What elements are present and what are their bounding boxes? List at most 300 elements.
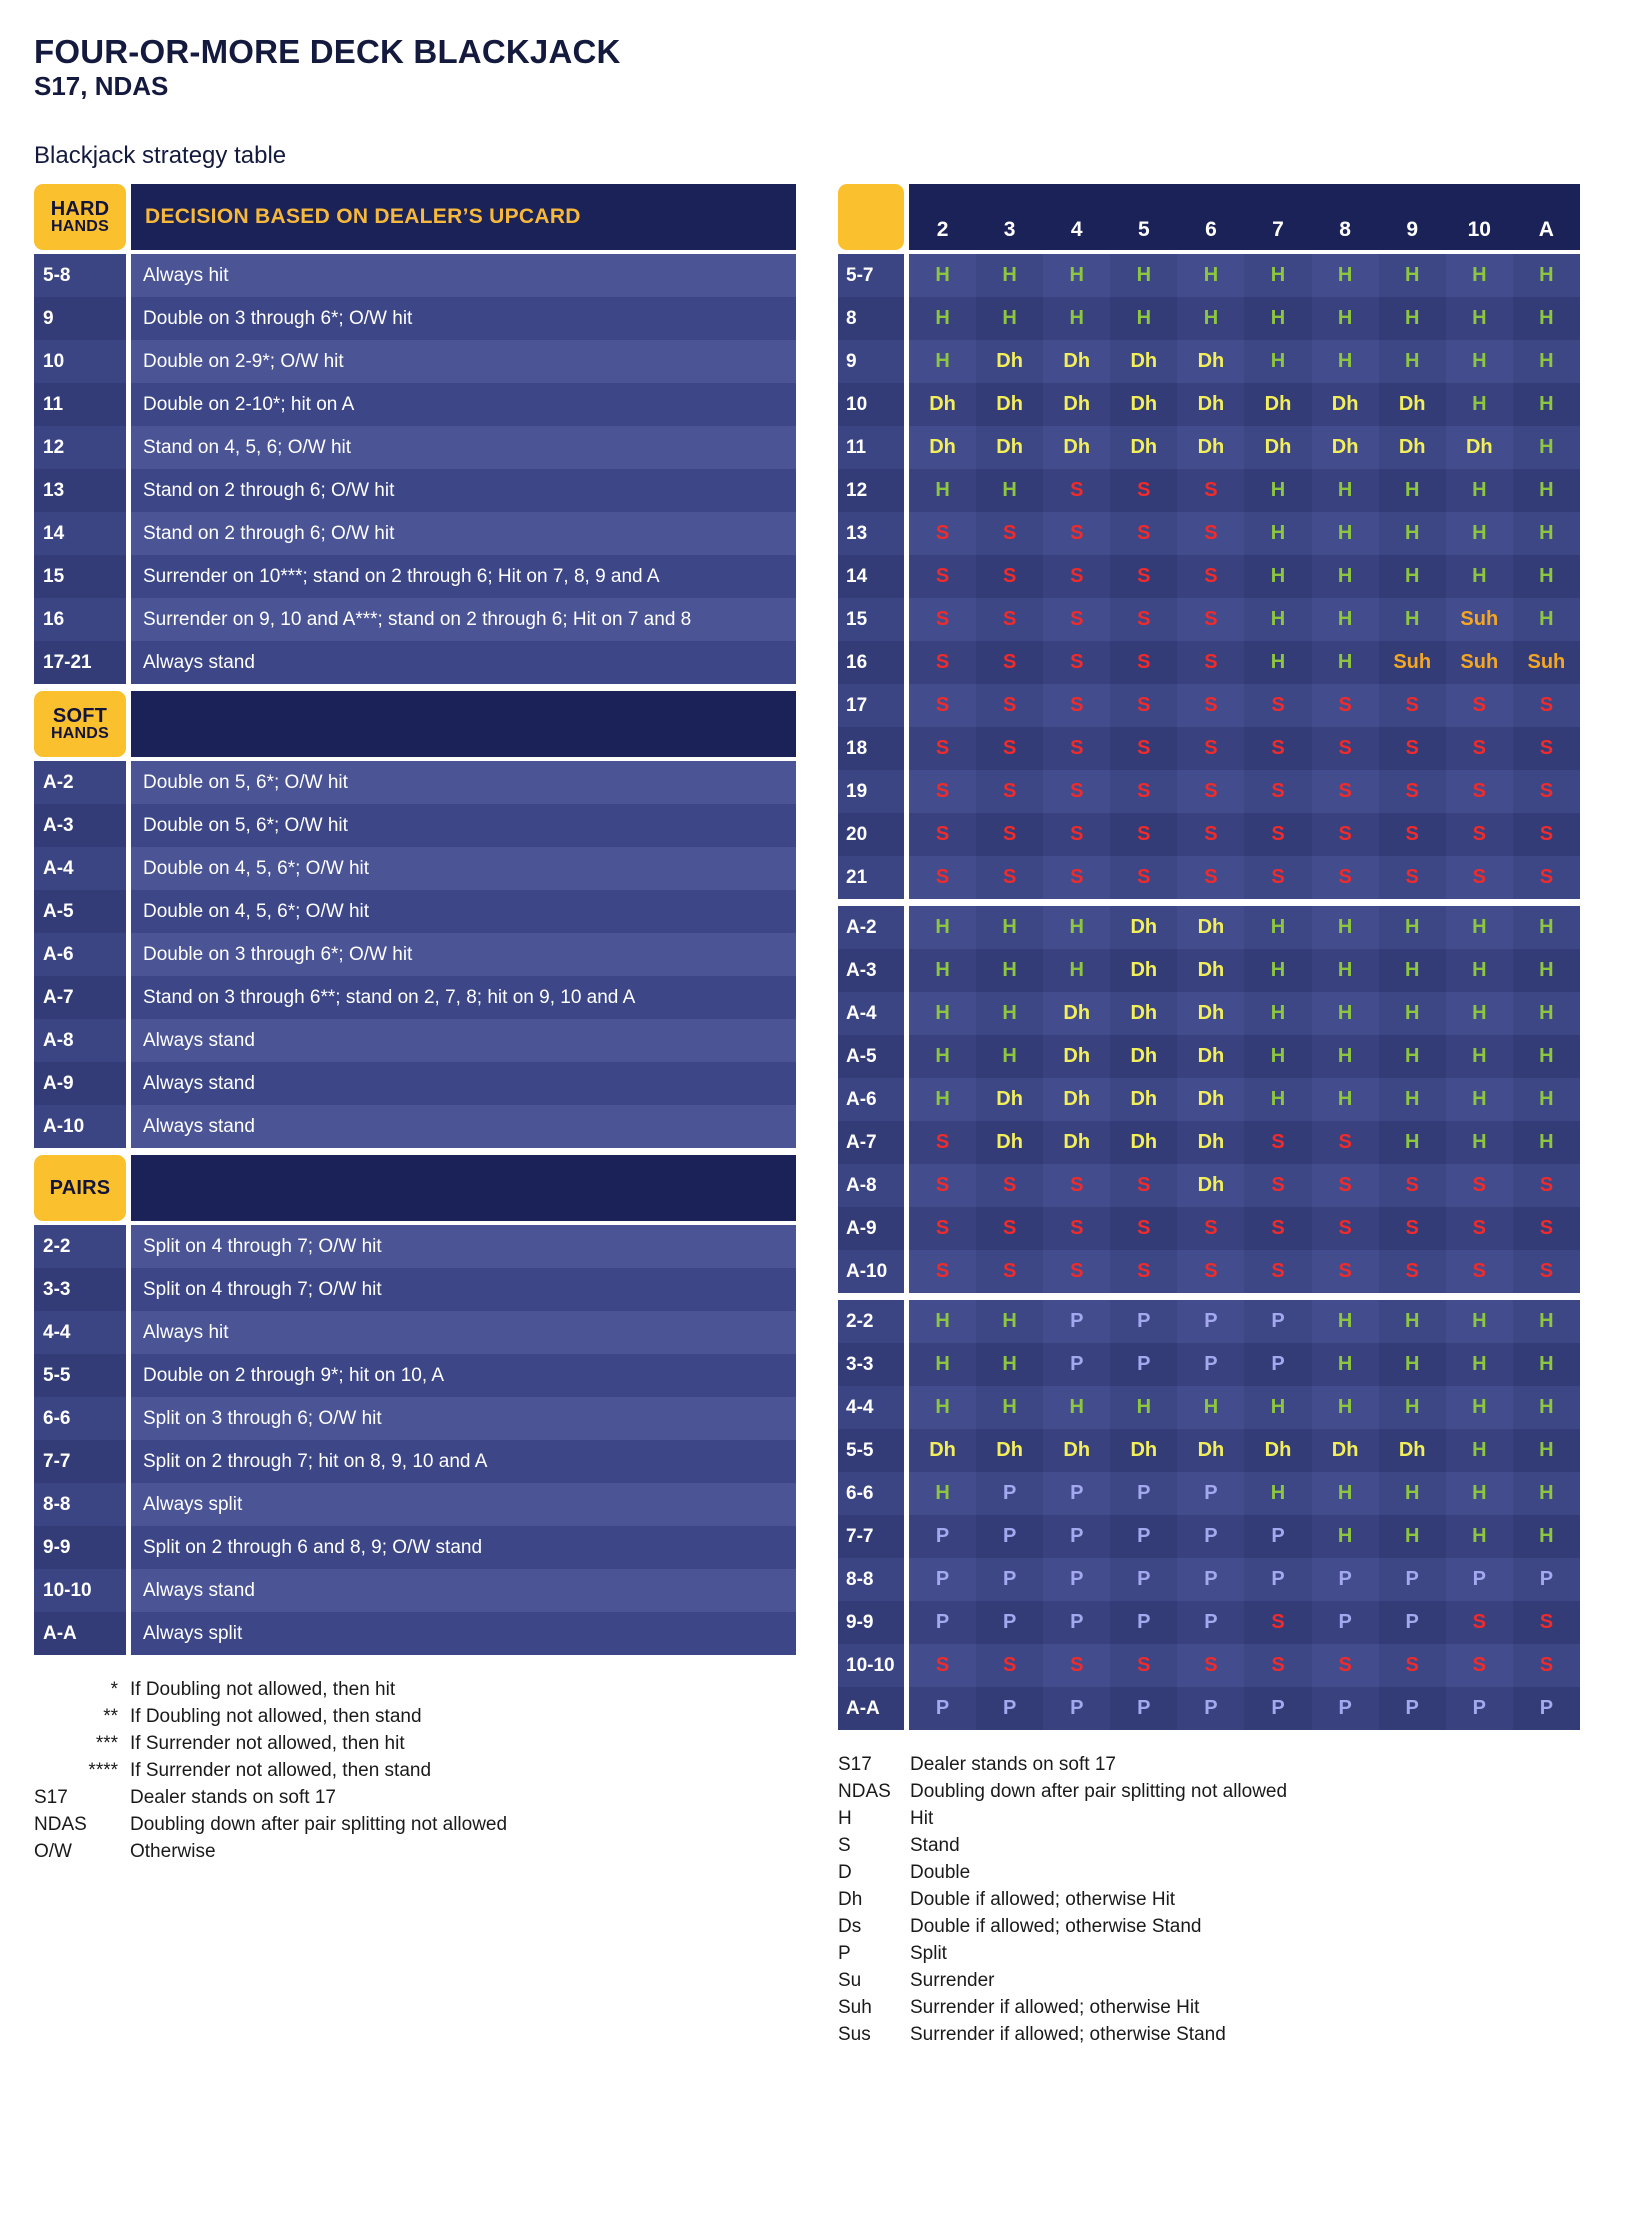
matrix-cells xyxy=(909,1601,1580,1644)
matrix-cell: S xyxy=(1446,1644,1513,1687)
matrix-cell: S xyxy=(1312,770,1379,813)
pairs-decision-text: Split on 3 through 6; O/W hit xyxy=(131,1397,796,1440)
matrix-cell: Dh xyxy=(976,1429,1043,1472)
matrix-cell: S xyxy=(1379,1207,1446,1250)
matrix-cell: H xyxy=(909,340,976,383)
matrix-cell: Dh xyxy=(1110,426,1177,469)
table-row xyxy=(34,847,796,890)
matrix-cell: S xyxy=(1513,770,1580,813)
matrix-cell: H xyxy=(1513,1035,1580,1078)
matrix-cell: S xyxy=(1043,1644,1110,1687)
matrix-cell: S xyxy=(1446,770,1513,813)
legend-item xyxy=(838,1968,1580,1995)
matrix-cell: S xyxy=(1244,727,1311,770)
matrix-cell: Dh xyxy=(976,426,1043,469)
dealer-upcard-header: 9 xyxy=(1406,218,1419,242)
matrix-cell: H xyxy=(1379,1035,1446,1078)
matrix-hand-label: 12 xyxy=(838,469,904,512)
matrix-cell: H xyxy=(1446,1078,1513,1121)
matrix-cell: P xyxy=(1110,1300,1177,1343)
matrix-row xyxy=(838,641,1580,684)
matrix-hand-label: A-5 xyxy=(838,1035,904,1078)
matrix-cell: S xyxy=(1312,1250,1379,1293)
matrix-cell: H xyxy=(1513,340,1580,383)
matrix-cell: S xyxy=(1110,512,1177,555)
matrix-cell: Dh xyxy=(1110,906,1177,949)
hard-hands-tag-line2: HANDS xyxy=(51,218,109,236)
matrix-row xyxy=(838,1515,1580,1558)
table-row xyxy=(34,1569,796,1612)
legend-key: H xyxy=(838,1808,852,1830)
footnote-value: If Doubling not allowed, then stand xyxy=(130,1706,422,1728)
matrix-cell: S xyxy=(976,684,1043,727)
matrix-hand-label: 15 xyxy=(838,598,904,641)
hard-hands-tag xyxy=(34,184,126,250)
matrix-hand-label: 2-2 xyxy=(838,1300,904,1343)
matrix-hand-label: A-7 xyxy=(838,1121,904,1164)
matrix-cells xyxy=(909,469,1580,512)
dealer-upcard-headers xyxy=(909,184,1580,250)
matrix-row xyxy=(838,727,1580,770)
matrix-cell: S xyxy=(909,770,976,813)
matrix-hand-label: 3-3 xyxy=(838,1343,904,1386)
matrix-row xyxy=(838,1386,1580,1429)
hard-hand-label: 12 xyxy=(34,426,126,469)
matrix-hand-label: 8 xyxy=(838,297,904,340)
matrix-cell: S xyxy=(976,1644,1043,1687)
dealer-upcard-header: A xyxy=(1538,218,1554,242)
matrix-cell: P xyxy=(1043,1601,1110,1644)
matrix-cell: H xyxy=(1379,992,1446,1035)
matrix-cell: H xyxy=(1379,1515,1446,1558)
soft-hand-label: A-8 xyxy=(34,1019,126,1062)
matrix-cell: S xyxy=(1446,813,1513,856)
matrix-row xyxy=(838,684,1580,727)
matrix-cell: H xyxy=(1043,254,1110,297)
matrix-hand-label: 6-6 xyxy=(838,1472,904,1515)
matrix-cell: Dh xyxy=(1110,383,1177,426)
matrix-cell: Dh xyxy=(1177,1429,1244,1472)
pairs-tag-line1: PAIRS xyxy=(49,1177,111,1200)
matrix-cell: Dh xyxy=(1043,426,1110,469)
matrix-cell: S xyxy=(909,555,976,598)
matrix-cell: H xyxy=(1177,254,1244,297)
matrix-cell: S xyxy=(1177,555,1244,598)
matrix-cell: S xyxy=(1312,1121,1379,1164)
matrix-cell: S xyxy=(1244,1601,1311,1644)
matrix-cell: H xyxy=(1446,555,1513,598)
matrix-cell: S xyxy=(1110,598,1177,641)
matrix-cell: P xyxy=(1043,1687,1110,1730)
footnote-item xyxy=(34,1758,796,1785)
matrix-cell: S xyxy=(909,641,976,684)
pairs-decision-text: Always split xyxy=(131,1483,796,1526)
legend-key: S17 xyxy=(838,1754,872,1776)
matrix-cell: S xyxy=(1177,598,1244,641)
matrix-cell: H xyxy=(1446,1343,1513,1386)
footnote-item xyxy=(34,1731,796,1758)
hard-hand-label: 11 xyxy=(34,383,126,426)
matrix-header-row xyxy=(838,184,1580,250)
matrix-cell: H xyxy=(976,254,1043,297)
matrix-cell: S xyxy=(1177,727,1244,770)
footnote-value: If Surrender not allowed, then hit xyxy=(130,1733,405,1755)
matrix-cell: S xyxy=(1244,684,1311,727)
matrix-cell: Dh xyxy=(1177,992,1244,1035)
soft-hand-label: A-6 xyxy=(34,933,126,976)
table-row xyxy=(34,1397,796,1440)
matrix-row xyxy=(838,1207,1580,1250)
matrix-cell: S xyxy=(1244,1250,1311,1293)
legend-key: NDAS xyxy=(838,1781,891,1803)
matrix-cell: P xyxy=(1312,1601,1379,1644)
table-row xyxy=(34,1105,796,1148)
pairs-decision-text: Always split xyxy=(131,1612,796,1655)
matrix-hand-label: 20 xyxy=(838,813,904,856)
matrix-cell: Dh xyxy=(1177,426,1244,469)
matrix-hand-label: 5-7 xyxy=(838,254,904,297)
matrix-cell: H xyxy=(1379,1343,1446,1386)
pairs-header xyxy=(131,1155,796,1221)
legend-key: Su xyxy=(838,1969,862,1991)
pairs-hand-label: 2-2 xyxy=(34,1225,126,1268)
matrix-cell: S xyxy=(1043,684,1110,727)
page-subtitle: S17, NDAS xyxy=(34,71,169,102)
matrix-cell: H xyxy=(1312,598,1379,641)
legend-key: Dh xyxy=(838,1889,863,1911)
legend-value: Double if allowed; otherwise Hit xyxy=(910,1889,1176,1911)
pairs-tag xyxy=(34,1155,126,1221)
matrix-cell: P xyxy=(1110,1558,1177,1601)
matrix-hand-label: A-10 xyxy=(838,1250,904,1293)
matrix-row xyxy=(838,254,1580,297)
matrix-cell: S xyxy=(1043,512,1110,555)
matrix-cells xyxy=(909,297,1580,340)
matrix-cell: H xyxy=(1513,1386,1580,1429)
hard-hand-label: 17-21 xyxy=(34,641,126,684)
soft-decision-text: Always stand xyxy=(131,1105,796,1148)
matrix-corner-tag xyxy=(838,184,904,250)
soft-hands-tag-line2: HANDS xyxy=(51,725,109,743)
matrix-cell: H xyxy=(1312,1386,1379,1429)
matrix-cell: H xyxy=(976,992,1043,1035)
matrix-cell: S xyxy=(909,856,976,899)
matrix-cell: P xyxy=(909,1558,976,1601)
hard-hand-label: 14 xyxy=(34,512,126,555)
matrix-cell: S xyxy=(1513,813,1580,856)
matrix-cell: S xyxy=(1110,770,1177,813)
table-row xyxy=(34,512,796,555)
footnote-item xyxy=(34,1839,796,1866)
matrix-row xyxy=(838,1250,1580,1293)
matrix-cell: H xyxy=(1379,340,1446,383)
matrix-row xyxy=(838,340,1580,383)
matrix-row xyxy=(838,813,1580,856)
matrix-cell: S xyxy=(1177,770,1244,813)
matrix-row xyxy=(838,426,1580,469)
matrix-cell: H xyxy=(976,1300,1043,1343)
matrix-cell: S xyxy=(1043,469,1110,512)
matrix-cell: H xyxy=(1110,297,1177,340)
matrix-row xyxy=(838,469,1580,512)
matrix-cells xyxy=(909,512,1580,555)
soft-hands-header xyxy=(131,691,796,757)
matrix-cell: Dh xyxy=(1177,949,1244,992)
dealer-upcard-header: 8 xyxy=(1339,218,1351,242)
matrix-cell: S xyxy=(1312,1164,1379,1207)
matrix-cell: H xyxy=(1110,1386,1177,1429)
matrix-cell: H xyxy=(1446,1300,1513,1343)
footnote-item xyxy=(34,1785,796,1812)
matrix-cells xyxy=(909,1121,1580,1164)
soft-hands-tag xyxy=(34,691,126,757)
matrix-hand-label: 17 xyxy=(838,684,904,727)
footnote-item xyxy=(34,1812,796,1839)
matrix-cell: S xyxy=(909,1164,976,1207)
hard-hand-label: 9 xyxy=(34,297,126,340)
matrix-cell: H xyxy=(1177,297,1244,340)
matrix-cell: H xyxy=(909,1078,976,1121)
matrix-cells xyxy=(909,1386,1580,1429)
matrix-cell: S xyxy=(1177,641,1244,684)
matrix-cell: H xyxy=(1446,512,1513,555)
footnote-value: If Surrender not allowed, then stand xyxy=(130,1760,432,1782)
matrix-cell: Dh xyxy=(1177,1121,1244,1164)
matrix-cell: P xyxy=(909,1515,976,1558)
matrix-cell: H xyxy=(1513,949,1580,992)
hard-hands-band xyxy=(34,184,796,250)
matrix-hand-label: A-A xyxy=(838,1687,904,1730)
matrix-cell: H xyxy=(1244,1472,1311,1515)
footnote-value: Doubling down after pair splitting not allowed xyxy=(130,1814,508,1836)
pairs-decision-text: Double on 2 through 9*; hit on 10, A xyxy=(131,1354,796,1397)
matrix-cell: Dh xyxy=(1312,426,1379,469)
matrix-cells xyxy=(909,426,1580,469)
matrix-cell: H xyxy=(1312,1515,1379,1558)
matrix-cell: S xyxy=(1513,727,1580,770)
matrix-row xyxy=(838,555,1580,598)
footnote-key: O/W xyxy=(34,1841,72,1862)
matrix-cell: H xyxy=(1312,555,1379,598)
pairs-band xyxy=(34,1155,796,1221)
matrix-cell: H xyxy=(1312,1078,1379,1121)
matrix-body xyxy=(838,254,1580,1730)
matrix-cell: Dh xyxy=(1110,1078,1177,1121)
matrix-cell: H xyxy=(1244,254,1311,297)
matrix-hand-label: A-6 xyxy=(838,1078,904,1121)
matrix-hand-label: 10-10 xyxy=(838,1644,904,1687)
matrix-cell: H xyxy=(1312,641,1379,684)
matrix-cell: H xyxy=(1379,1121,1446,1164)
matrix-row xyxy=(838,949,1580,992)
matrix-cell: P xyxy=(1244,1687,1311,1730)
matrix-cell: H xyxy=(1379,254,1446,297)
matrix-hand-label: 5-5 xyxy=(838,1429,904,1472)
matrix-cell: H xyxy=(1379,512,1446,555)
matrix-cell: H xyxy=(1513,598,1580,641)
table-row xyxy=(34,761,796,804)
matrix-cells xyxy=(909,1300,1580,1343)
matrix-hand-label: 18 xyxy=(838,727,904,770)
matrix-cells xyxy=(909,1164,1580,1207)
matrix-cell: P xyxy=(976,1515,1043,1558)
matrix-cell: S xyxy=(1312,727,1379,770)
legend-item xyxy=(838,1806,1580,1833)
matrix-row xyxy=(838,1601,1580,1644)
table-row xyxy=(34,804,796,847)
matrix-cell: Dh xyxy=(1177,340,1244,383)
matrix-cell: H xyxy=(1043,297,1110,340)
pairs-hand-label: 3-3 xyxy=(34,1268,126,1311)
matrix-cells xyxy=(909,1472,1580,1515)
matrix-cell: S xyxy=(1513,1644,1580,1687)
matrix-cells xyxy=(909,1687,1580,1730)
matrix-cells xyxy=(909,340,1580,383)
matrix-row xyxy=(838,1343,1580,1386)
matrix-cell: P xyxy=(976,1687,1043,1730)
soft-hand-label: A-10 xyxy=(34,1105,126,1148)
matrix-cell: S xyxy=(1110,813,1177,856)
matrix-cell: S xyxy=(1379,770,1446,813)
matrix-row xyxy=(838,1035,1580,1078)
matrix-cell: H xyxy=(1379,469,1446,512)
matrix-cell: Dh xyxy=(976,383,1043,426)
matrix-cell: H xyxy=(1513,1429,1580,1472)
matrix-cell: S xyxy=(976,1207,1043,1250)
matrix-cell: H xyxy=(1513,254,1580,297)
matrix-cell: S xyxy=(909,512,976,555)
matrix-row xyxy=(838,383,1580,426)
pairs-hand-label: 6-6 xyxy=(34,1397,126,1440)
matrix-hand-label: 11 xyxy=(838,426,904,469)
pairs-decision-text: Always hit xyxy=(131,1311,796,1354)
matrix-cell: Dh xyxy=(1043,340,1110,383)
matrix-cell: P xyxy=(1244,1515,1311,1558)
matrix-cell: S xyxy=(1244,1207,1311,1250)
matrix-cell: Dh xyxy=(976,340,1043,383)
matrix-cell: Dh xyxy=(1446,426,1513,469)
matrix-cell: H xyxy=(1244,512,1311,555)
hard-hand-label: 16 xyxy=(34,598,126,641)
dealer-upcard-header: 3 xyxy=(1003,218,1016,242)
matrix-cell: P xyxy=(1043,1300,1110,1343)
matrix-cell: Dh xyxy=(909,426,976,469)
matrix-cell: H xyxy=(1312,297,1379,340)
matrix-cell: S xyxy=(1244,770,1311,813)
legend-key: Sus xyxy=(838,2023,871,2045)
matrix-cell: S xyxy=(909,813,976,856)
matrix-cell: S xyxy=(1110,684,1177,727)
matrix-cell: H xyxy=(1513,906,1580,949)
matrix-cell: H xyxy=(1513,469,1580,512)
matrix-cell: H xyxy=(1244,469,1311,512)
matrix-cell: P xyxy=(1177,1515,1244,1558)
dealer-upcard-header: 4 xyxy=(1070,218,1083,242)
matrix-cells xyxy=(909,641,1580,684)
legend-item xyxy=(838,2022,1580,2049)
matrix-cell: S xyxy=(1446,1164,1513,1207)
matrix-cell: S xyxy=(909,1121,976,1164)
matrix-cell: H xyxy=(1379,1078,1446,1121)
matrix-cell: H xyxy=(1244,598,1311,641)
table-row xyxy=(34,297,796,340)
matrix-cell: Dh xyxy=(1379,383,1446,426)
matrix-cell: P xyxy=(1177,1343,1244,1386)
footnote-value: Otherwise xyxy=(130,1841,216,1862)
matrix-cell: S xyxy=(1177,1207,1244,1250)
dealer-upcard-header: 10 xyxy=(1467,218,1491,242)
matrix-cells xyxy=(909,770,1580,813)
matrix-cell: H xyxy=(1446,992,1513,1035)
matrix-hand-label: 7-7 xyxy=(838,1515,904,1558)
hard-decision-text: Double on 3 through 6*; O/W hit xyxy=(131,297,796,340)
matrix-cell: H xyxy=(976,469,1043,512)
soft-hand-label: A-7 xyxy=(34,976,126,1019)
matrix-cell: Dh xyxy=(1110,340,1177,383)
hard-hand-label: 10 xyxy=(34,340,126,383)
matrix-cell: H xyxy=(1513,1121,1580,1164)
table-row xyxy=(34,383,796,426)
left-footnotes xyxy=(34,1677,796,1866)
legend-value: Dealer stands on soft 17 xyxy=(910,1754,1116,1776)
matrix-cell: Dh xyxy=(1110,1429,1177,1472)
legend-value: Split xyxy=(910,1942,947,1964)
matrix-cell: P xyxy=(909,1687,976,1730)
matrix-cell: H xyxy=(1244,906,1311,949)
matrix-cell: P xyxy=(1379,1558,1446,1601)
legend-key: P xyxy=(838,1942,851,1964)
matrix-cell: H xyxy=(1244,1386,1311,1429)
table-row xyxy=(34,555,796,598)
matrix-cell: S xyxy=(1312,1207,1379,1250)
footnote-key: * xyxy=(110,1679,118,1701)
matrix-cell: H xyxy=(909,1035,976,1078)
matrix-cell: S xyxy=(1110,727,1177,770)
matrix-cell: P xyxy=(1513,1558,1580,1601)
matrix-hand-label: 8-8 xyxy=(838,1558,904,1601)
matrix-cell: S xyxy=(909,1644,976,1687)
matrix-cell: S xyxy=(1446,684,1513,727)
matrix-cell: Dh xyxy=(1110,992,1177,1035)
matrix-cell: S xyxy=(1244,1644,1311,1687)
matrix-cell: H xyxy=(909,992,976,1035)
hard-hand-label: 15 xyxy=(34,555,126,598)
matrix-cell: S xyxy=(1244,856,1311,899)
matrix-cell: H xyxy=(1312,992,1379,1035)
matrix-cell: H xyxy=(1379,1386,1446,1429)
matrix-cell: S xyxy=(1177,469,1244,512)
matrix-cell: S xyxy=(1513,1164,1580,1207)
matrix-cell: S xyxy=(1446,727,1513,770)
matrix-cell: H xyxy=(1177,1386,1244,1429)
matrix-row xyxy=(838,1121,1580,1164)
matrix-cell: S xyxy=(909,598,976,641)
footnote-key: **** xyxy=(88,1760,118,1782)
matrix-cell: P xyxy=(1379,1601,1446,1644)
matrix-cell: H xyxy=(1043,949,1110,992)
matrix-cell: S xyxy=(1043,1207,1110,1250)
pairs-hand-label: 4-4 xyxy=(34,1311,126,1354)
hard-decision-text: Stand on 2 through 6; O/W hit xyxy=(131,469,796,512)
matrix-cell: S xyxy=(976,770,1043,813)
matrix-cell: H xyxy=(1244,1035,1311,1078)
matrix-cell: H xyxy=(1446,1121,1513,1164)
matrix-cells xyxy=(909,813,1580,856)
matrix-cell: H xyxy=(1513,555,1580,598)
table-row xyxy=(34,1612,796,1655)
legend-item xyxy=(838,1833,1580,1860)
pairs-hand-label: A-A xyxy=(34,1612,126,1655)
